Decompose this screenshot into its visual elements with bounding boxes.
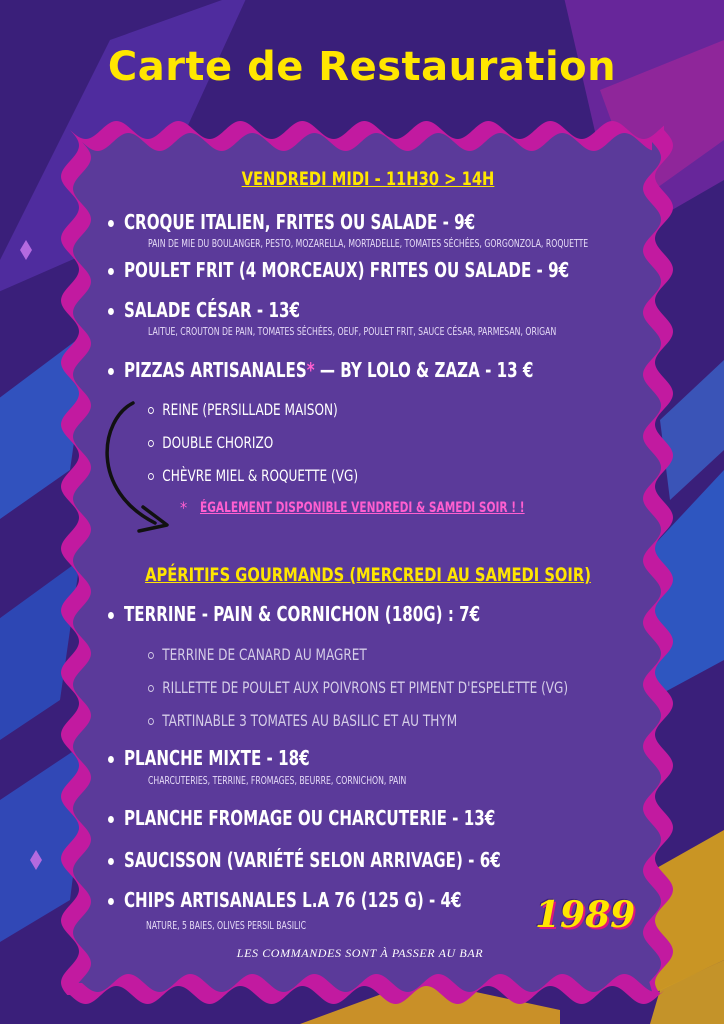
circle-bullet-icon bbox=[148, 652, 154, 659]
menu-item-saucisson: SAUCISSON (VARIÉTÉ SELON ARRIVAGE) - 6€ bbox=[108, 848, 501, 872]
bullet-icon bbox=[108, 368, 114, 375]
bullet-icon bbox=[108, 816, 114, 823]
section-heading-aperitifs: APÉRITIFS GOURMANDS (MERCREDI AU SAMEDI SOIR) bbox=[145, 564, 591, 586]
pizza-option: CHÈVRE MIEL & ROQUETTE (VG) bbox=[148, 466, 358, 485]
bullet-icon bbox=[108, 898, 114, 905]
note-asterisk: * bbox=[180, 498, 188, 517]
menu-item-cesar-desc: LAITUE, CROUTON DE PAIN, TOMATES SÉCHÉES, OEUF, POULET FRIT, SAUCE CÉSAR, PARMESAN, ORIGAN bbox=[148, 326, 557, 338]
menu-item-planche-mixte: PLANCHE MIXTE - 18€ bbox=[108, 746, 310, 770]
curved-arrow-icon bbox=[95, 395, 188, 535]
menu-item-chips: CHIPS ARTISANALES L.A 76 (125 G) - 4€ bbox=[108, 888, 462, 912]
circle-bullet-icon bbox=[148, 718, 154, 725]
menu-item-poulet: POULET FRIT (4 MORCEAUX) FRITES OU SALADE - 9€ bbox=[108, 258, 569, 282]
menu-item-croque-desc: PAIN DE MIE DU BOULANGER, PESTO, MOZARELLA, MORTADELLE, TOMATES SÉCHÉES, GORGONZOLA, ROQUETTE bbox=[148, 238, 589, 250]
year-badge: 1989 bbox=[535, 894, 636, 936]
terrine-option: RILLETTE DE POULET AUX POIVRONS ET PIMENT D'ESPELETTE (VG) bbox=[148, 678, 568, 697]
menu-item-planche-fromage: PLANCHE FROMAGE OU CHARCUTERIE - 13€ bbox=[108, 806, 495, 830]
terrine-option: TERRINE DE CANARD AU MAGRET bbox=[148, 645, 367, 664]
bullet-icon bbox=[108, 308, 114, 315]
menu-item-pizzas: PIZZAS ARTISANALES* — BY LOLO & ZAZA - 13 € bbox=[108, 358, 533, 382]
pizza-option: DOUBLE CHORIZO bbox=[148, 433, 273, 452]
menu-item-planche-mixte-desc: CHARCUTERIES, TERRINE, FROMAGES, BEURRE, CORNICHON, PAIN bbox=[148, 775, 407, 787]
section-heading-vendredi: VENDREDI MIDI - 11H30 > 14H bbox=[241, 168, 495, 190]
page-title: Carte de Restauration bbox=[107, 44, 617, 90]
circle-bullet-icon bbox=[148, 685, 154, 692]
bullet-icon bbox=[108, 268, 114, 275]
pizza-availability-note: ÉGALEMENT DISPONIBLE VENDREDI & SAMEDI SOIR ! ! bbox=[200, 500, 525, 516]
bullet-icon bbox=[108, 612, 114, 619]
bullet-icon bbox=[108, 756, 114, 763]
terrine-option: TARTINABLE 3 TOMATES AU BASILIC ET AU THYM bbox=[148, 711, 457, 730]
pizza-option: REINE (PERSILLADE MAISON) bbox=[148, 400, 338, 419]
menu-item-chips-desc: NATURE, 5 BAIES, OLIVES PERSIL BASILIC bbox=[146, 920, 307, 932]
bullet-icon bbox=[108, 220, 114, 227]
menu-item-terrine: TERRINE - PAIN & CORNICHON (180G) : 7€ bbox=[108, 602, 480, 626]
bullet-icon bbox=[108, 858, 114, 865]
menu-item-cesar: SALADE CÉSAR - 13€ bbox=[108, 298, 300, 322]
menu-item-croque: CROQUE ITALIEN, FRITES OU SALADE - 9€ bbox=[108, 210, 475, 234]
order-at-bar-note: LES COMMANDES SONT À PASSER AU BAR bbox=[236, 946, 484, 960]
